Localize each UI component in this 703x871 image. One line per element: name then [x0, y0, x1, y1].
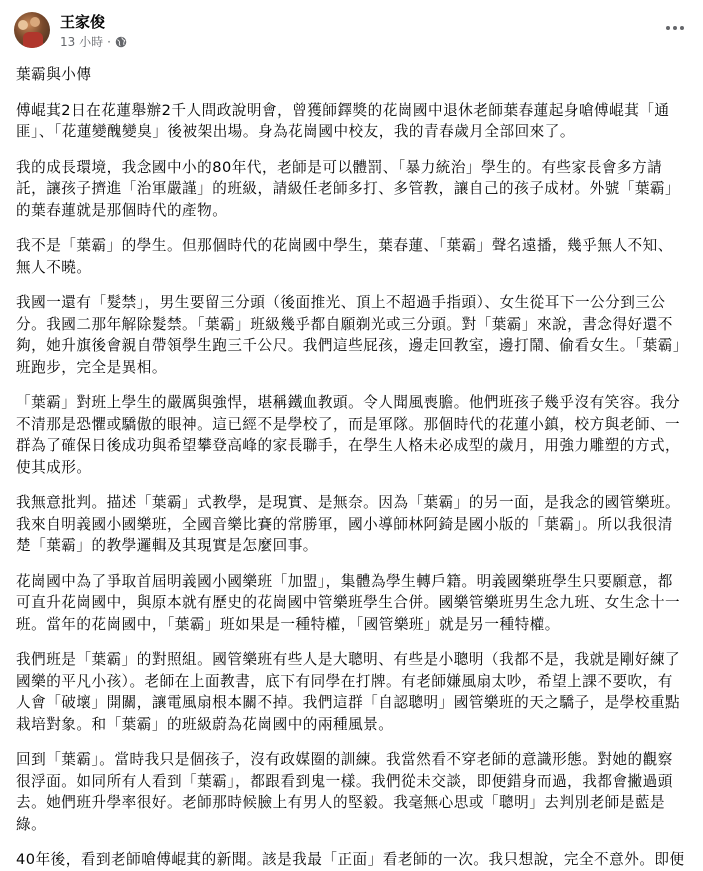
post-paragraph: 我不是「葉霸」的學生。但那個時代的花崗國中學生，葉春蓮、「葉霸」聲名遠播，幾乎無人不知、無人不曉。: [16, 237, 673, 276]
post-body: [0, 56, 703, 871]
post-timestamp[interactable]: 13 小時: [60, 35, 104, 49]
post-paragraph: 我無意批判。描述「葉霸」式教學，是現實、是無奈。因為「葉霸」的另一面，是我念的國管樂班。我來自明義國小國樂班，全國音樂比賽的常勝軍，國小導師林阿錡是國小版的「葉霸」。所以我很清楚「葉霸」的教學邏輯及其現實是怎麼回事。: [16, 494, 681, 554]
post-paragraph: 我國一還有「髮禁」，男生要留三分頭（後面推光、頂上不超過手指頭）、女生從耳下一公分到三公分。我國二那年解除髮禁。「葉霸」班級幾乎都自願剃光或三分頭。對「葉霸」來說，書念得好還不夠，她升旗後會親自帶領學生跑三千公尺。我們這些屁孩，邊走回教室，邊打鬧、偷看女生。「葉霸」班跑步，完全是異相。: [16, 294, 681, 376]
post-paragraph: 傅崐萁2日在花蓮舉辦2千人問政說明會，曾獲師鐸獎的花崗國中退休老師葉春蓮起身嗆傅崐萁「通匪」、「花蓮變醜變臭」後被架出場。身為花崗國中校友，我的青春歲月全部回來了。: [16, 101, 670, 140]
post-title: 葉霸與小傳: [16, 66, 92, 83]
post-paragraph: 回到「葉霸」。當時我只是個孩子，沒有政媒圈的訓練。我當然看不穿老師的意識形態。對她的觀察很浮面。如同所有人看到「葉霸」，都跟看到鬼一樣。我們從未交談，即便錯身而過，我都會撇過頭去。她們班升學率很好。老師那時候臉上有男人的堅毅。我毫無心思或「聰明」去判別老師是藍是綠。: [16, 751, 673, 833]
author-name[interactable]: 王家俊: [60, 13, 106, 31]
post-paragraph: 「葉霸」對班上學生的嚴厲與強悍，堪稱鐵血教頭。令人聞風喪膽。他們班孩子幾乎沒有笑容。我分不清那是恐懼或驕傲的眼神。這已經不是學校了，而是軍隊。那個時代的花蓮小鎮，校方與老師、一群為了確保日後成功與希望攀登高峰的家長聯手，在學生人格未必成型的歲月，用強力雕塑的方式，使其成形。: [16, 394, 681, 476]
post-paragraph: 花崗國中為了爭取首屆明義國小國樂班「加盟」，集體為學生轉戶籍。明義國樂班學生只要願意，都可直升花崗國中，與原本就有歷史的花崗國中管樂班學生合併。國樂管樂班男生念九班、女生念十一班。當年的花崗國中，「葉霸」班如果是一種特權，「國管樂班」就是另一種特權。: [16, 572, 681, 633]
post-paragraph: 我的成長環境，我念國中小的80年代，老師是可以體罰、「暴力統治」學生的。有些家長會多方請託，讓孩子擠進「治軍嚴謹」的班級，請級任老師多打、多管教，讓自己的孩子成材。外號「葉霸」的葉春蓮就是那個時代的產物。: [16, 158, 681, 219]
avatar[interactable]: [14, 12, 50, 48]
post-header: [0, 0, 703, 56]
meta-separator: ·: [107, 34, 111, 49]
globe-icon[interactable]: [115, 36, 127, 48]
more-horizontal-icon[interactable]: [663, 16, 687, 40]
post-paragraph: 40年後，看到老師嗆傅崐萁的新聞。該是我最「正面」看老師的一次。我只想說，完全不意外。即便: [16, 851, 685, 868]
post-paragraph: 我們班是「葉霸」的對照組。國管樂班有些人是大聰明、有些是小聰明（我都不是，我就是剛好練了國樂的平凡小孩）。老師在上面教書，底下有同學在打牌。有老師嫌風扇太吵，希望上課不要吹，有人會「破壞」開關，讓電風扇根本關不掉。我們這群「自認聰明」國管樂班的天之驕子，是學校重點栽培對象。和「葉霸」的班級蔚為花崗國中的兩種風景。: [16, 651, 681, 733]
post-meta: [60, 33, 127, 50]
